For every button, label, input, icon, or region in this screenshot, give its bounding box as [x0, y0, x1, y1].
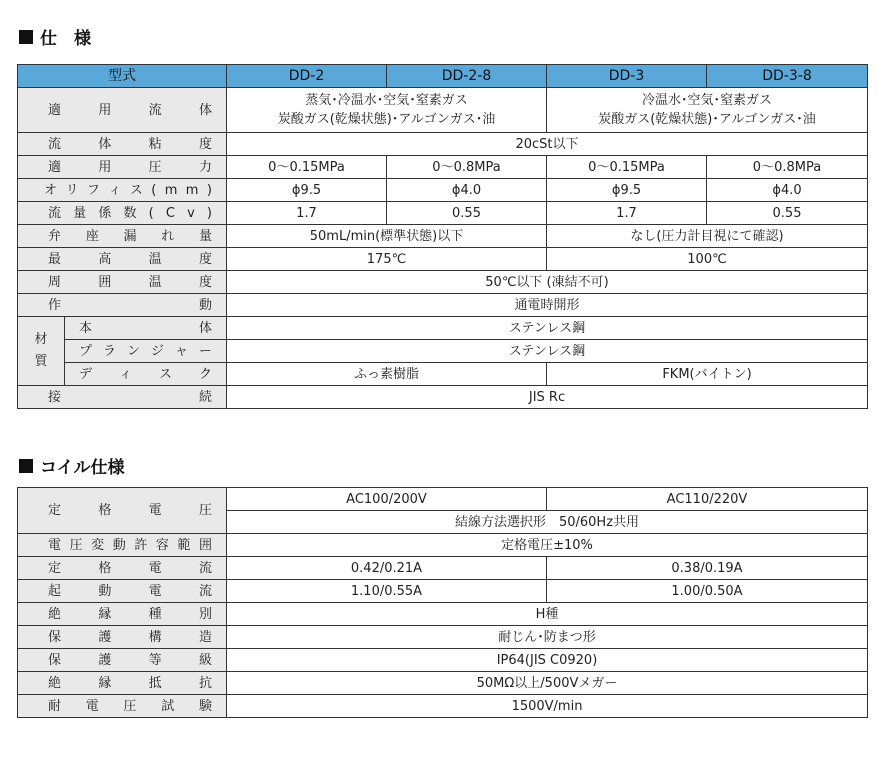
label-char: 電	[48, 537, 62, 553]
label-char: 流	[198, 583, 212, 599]
fluid-right-line2: 炭酸ガス(乾燥状態)･アルゴンガス･油	[598, 112, 816, 127]
fluid-row	[18, 88, 868, 133]
label-char: プ	[79, 343, 93, 359]
ambient-row	[18, 271, 868, 294]
structure-label	[18, 626, 227, 649]
cv-value: 1.7	[227, 202, 387, 225]
material-label	[18, 317, 65, 386]
orifice-value: ϕ9.5	[227, 179, 387, 202]
material-disc-right: FKM(バイトン)	[547, 363, 868, 386]
col-dd3: DD-3	[547, 65, 707, 88]
label-char: 電	[148, 583, 162, 599]
material-plunger-value: ステンレス鋼	[227, 340, 868, 363]
label-char: 抵	[148, 675, 162, 691]
label-char: ィ	[118, 366, 132, 382]
structure-value: 耐じん･防まつ形	[227, 626, 868, 649]
label-char: ス	[158, 366, 172, 382]
material-plunger-row	[18, 340, 868, 363]
voltage-row	[18, 488, 868, 511]
label-char: 流	[48, 136, 62, 152]
label-char: ャ	[174, 343, 188, 359]
label-char: 度	[198, 136, 212, 152]
label-char: 数	[123, 205, 137, 221]
spec-title: 仕 様	[40, 29, 91, 49]
pressure-value: 0〜0.8MPa	[707, 156, 868, 179]
viscosity-label	[18, 133, 227, 156]
material-body-label	[65, 317, 227, 340]
label-char: 電	[85, 698, 99, 714]
viscosity-row	[18, 133, 868, 156]
label-char: 温	[148, 274, 162, 290]
label-char: 電	[148, 503, 162, 518]
label-char: 度	[198, 251, 212, 267]
protection-row	[18, 649, 868, 672]
material-label-bottom: 質	[34, 354, 48, 369]
label-char: 囲	[198, 537, 212, 553]
label-char: 動	[112, 537, 126, 553]
label-char: 周	[48, 274, 62, 290]
leak-label	[18, 225, 227, 248]
voltage-left: AC100/200V	[227, 488, 547, 511]
current-left: 0.42/0.21A	[227, 557, 547, 580]
label-char: (	[151, 182, 157, 198]
label-char: 範	[177, 537, 191, 553]
label-char: 接	[48, 389, 62, 405]
label-char: 試	[161, 698, 175, 714]
material-disc-left: ふっ素樹脂	[227, 363, 547, 386]
label-char: 起	[48, 583, 62, 599]
label-char: 度	[198, 274, 212, 290]
label-char: 用	[98, 159, 112, 175]
material-body-value: ステンレス鋼	[227, 317, 868, 340]
col-dd2: DD-2	[227, 65, 387, 88]
coil-heading	[19, 453, 125, 478]
resistance-label	[18, 672, 227, 695]
label-char: 温	[148, 251, 162, 267]
label-char: フ	[86, 182, 100, 198]
label-char: 式	[122, 67, 136, 84]
withstand-label	[18, 695, 227, 718]
orifice-value: ϕ4.0	[707, 179, 868, 202]
operation-row	[18, 294, 868, 317]
voltage-note: 結線方法選択形 50/60Hz共用	[227, 511, 868, 534]
fluid-left	[227, 88, 547, 133]
label-char: 造	[198, 629, 212, 645]
label-char: ィ	[108, 182, 122, 198]
label-char: 種	[148, 606, 162, 622]
material-label-top: 材	[34, 332, 48, 347]
cv-value: 0.55	[387, 202, 547, 225]
current-label	[18, 557, 227, 580]
label-char: 本	[79, 320, 93, 336]
inrush-right: 1.00/0.50A	[547, 580, 868, 603]
label-char: 験	[198, 698, 212, 714]
orifice-row	[18, 179, 868, 202]
fluctuation-label	[18, 534, 227, 557]
operation-label	[18, 294, 227, 317]
fluid-right-line1: 冷温水･空気･窒素ガス	[641, 93, 772, 108]
insulation-class-value: H種	[227, 603, 868, 626]
label-char: ク	[198, 366, 212, 382]
label-char: れ	[161, 228, 175, 244]
label-char: 型	[108, 67, 122, 84]
label-char: 体	[98, 136, 112, 152]
label-char: 力	[198, 159, 212, 175]
pressure-row	[18, 156, 868, 179]
cv-row	[18, 202, 868, 225]
resistance-row	[18, 672, 868, 695]
max-temp-right: 100℃	[547, 248, 868, 271]
label-char: C	[165, 205, 175, 221]
resistance-value: 50MΩ以上/500Vメガー	[227, 672, 868, 695]
pressure-value: 0〜0.8MPa	[387, 156, 547, 179]
inrush-label	[18, 580, 227, 603]
label-char: 級	[198, 652, 212, 668]
connection-value: JIS Rc	[227, 386, 868, 409]
spec-heading	[19, 24, 91, 49]
label-char: 圧	[123, 698, 137, 714]
label-char: 耐	[48, 698, 62, 714]
label-char: 圧	[69, 537, 83, 553]
max-temp-label	[18, 248, 227, 271]
label-char: 作	[48, 297, 62, 313]
square-bullet-icon	[19, 459, 33, 473]
orifice-label	[18, 179, 227, 202]
protection-label	[18, 649, 227, 672]
cv-label	[18, 202, 227, 225]
material-disc-label	[65, 363, 227, 386]
label-char: 弁	[48, 228, 62, 244]
cv-value: 1.7	[547, 202, 707, 225]
col-dd28: DD-2-8	[387, 65, 547, 88]
label-char: ラ	[102, 343, 116, 359]
label-char: 粘	[148, 136, 162, 152]
label-char: 抗	[198, 675, 212, 691]
ambient-value: 50℃以下 (凍結不可)	[227, 271, 868, 294]
structure-row	[18, 626, 868, 649]
label-char: 別	[198, 606, 212, 622]
label-char: 格	[98, 560, 112, 576]
label-char: 用	[98, 102, 112, 118]
label-char: 許	[134, 537, 148, 553]
label-char: 圧	[198, 503, 212, 518]
label-char: v	[187, 205, 195, 221]
label-char: 適	[48, 102, 62, 118]
pressure-value: 0〜0.15MPa	[547, 156, 707, 179]
pressure-label	[18, 156, 227, 179]
label-char: 定	[48, 560, 62, 576]
label-char: 絶	[48, 606, 62, 622]
max-temp-row	[18, 248, 868, 271]
material-plunger-label	[65, 340, 227, 363]
material-disc-row	[18, 363, 868, 386]
label-char: 縁	[98, 675, 112, 691]
label-char: )	[206, 205, 212, 221]
voltage-right: AC110/220V	[547, 488, 868, 511]
label-char: 構	[148, 629, 162, 645]
label-char: ン	[126, 343, 140, 359]
label-char: (	[148, 205, 154, 221]
label-char: 縁	[98, 606, 112, 622]
label-char: 動	[198, 297, 212, 313]
withstand-value: 1500V/min	[227, 695, 868, 718]
fluctuation-value: 定格電圧±10%	[227, 534, 868, 557]
model-label	[18, 65, 227, 88]
label-char: )	[206, 182, 212, 198]
viscosity-value: 20cSt以下	[227, 133, 868, 156]
orifice-value: ϕ4.0	[387, 179, 547, 202]
label-char: リ	[65, 182, 79, 198]
protection-value: IP64(JIS C0920)	[227, 649, 868, 672]
label-char: 係	[98, 205, 112, 221]
label-char: 定	[48, 503, 62, 518]
label-char: 適	[48, 159, 62, 175]
orifice-value: ϕ9.5	[547, 179, 707, 202]
fluid-right	[547, 88, 868, 133]
label-char: 最	[48, 251, 62, 267]
label-char: 護	[98, 652, 112, 668]
label-char: 続	[198, 389, 212, 405]
pressure-value: 0〜0.15MPa	[227, 156, 387, 179]
label-char: 流	[148, 102, 162, 118]
label-char: m	[185, 182, 199, 198]
label-char: m	[164, 182, 178, 198]
ambient-label	[18, 271, 227, 294]
label-char: オ	[44, 182, 58, 198]
label-char: 体	[198, 320, 212, 336]
leak-right: なし(圧力計目視にて確認)	[547, 225, 868, 248]
connection-row	[18, 386, 868, 409]
label-char: 電	[148, 560, 162, 576]
leak-left: 50mL/min(標準状態)以下	[227, 225, 547, 248]
label-char: ー	[198, 343, 212, 359]
label-char: ス	[129, 182, 143, 198]
voltage-label	[18, 488, 227, 534]
operation-value: 通電時開形	[227, 294, 868, 317]
label-char: 漏	[123, 228, 137, 244]
connection-label	[18, 386, 227, 409]
label-char: 量	[198, 228, 212, 244]
label-char: 圧	[148, 159, 162, 175]
label-char: 流	[198, 560, 212, 576]
spec-table	[17, 64, 868, 409]
label-char: デ	[79, 366, 93, 382]
label-char: 絶	[48, 675, 62, 691]
label-char: 座	[85, 228, 99, 244]
coil-table	[17, 487, 868, 718]
insulation-class-label	[18, 603, 227, 626]
label-char: 囲	[98, 274, 112, 290]
label-char: 容	[155, 537, 169, 553]
current-right: 0.38/0.19A	[547, 557, 868, 580]
label-char: 等	[148, 652, 162, 668]
material-body-row	[18, 317, 868, 340]
insulation-class-row	[18, 603, 868, 626]
col-dd38: DD-3-8	[707, 65, 868, 88]
label-char: 変	[91, 537, 105, 553]
inrush-left: 1.10/0.55A	[227, 580, 547, 603]
fluid-left-line2: 炭酸ガス(乾燥状態)･アルゴンガス･油	[277, 112, 496, 127]
label-char: 保	[48, 652, 62, 668]
label-char: 動	[98, 583, 112, 599]
max-temp-left: 175℃	[227, 248, 547, 271]
label-char: 護	[98, 629, 112, 645]
cv-value: 0.55	[707, 202, 868, 225]
fluctuation-row	[18, 534, 868, 557]
leak-row	[18, 225, 868, 248]
withstand-row	[18, 695, 868, 718]
spec-header-row	[18, 65, 868, 88]
label-char: 保	[48, 629, 62, 645]
label-char: 量	[73, 205, 87, 221]
inrush-row	[18, 580, 868, 603]
square-bullet-icon	[19, 30, 33, 44]
label-char: 格	[98, 503, 112, 518]
fluid-left-line1: 蒸気･冷温水･空気･窒素ガス	[305, 93, 468, 108]
label-char: ジ	[150, 343, 164, 359]
fluid-label	[18, 88, 227, 133]
current-row	[18, 557, 868, 580]
label-char: 高	[98, 251, 112, 267]
coil-title: コイル仕様	[40, 458, 125, 478]
label-char: 体	[198, 102, 212, 118]
label-char: 流	[48, 205, 62, 221]
